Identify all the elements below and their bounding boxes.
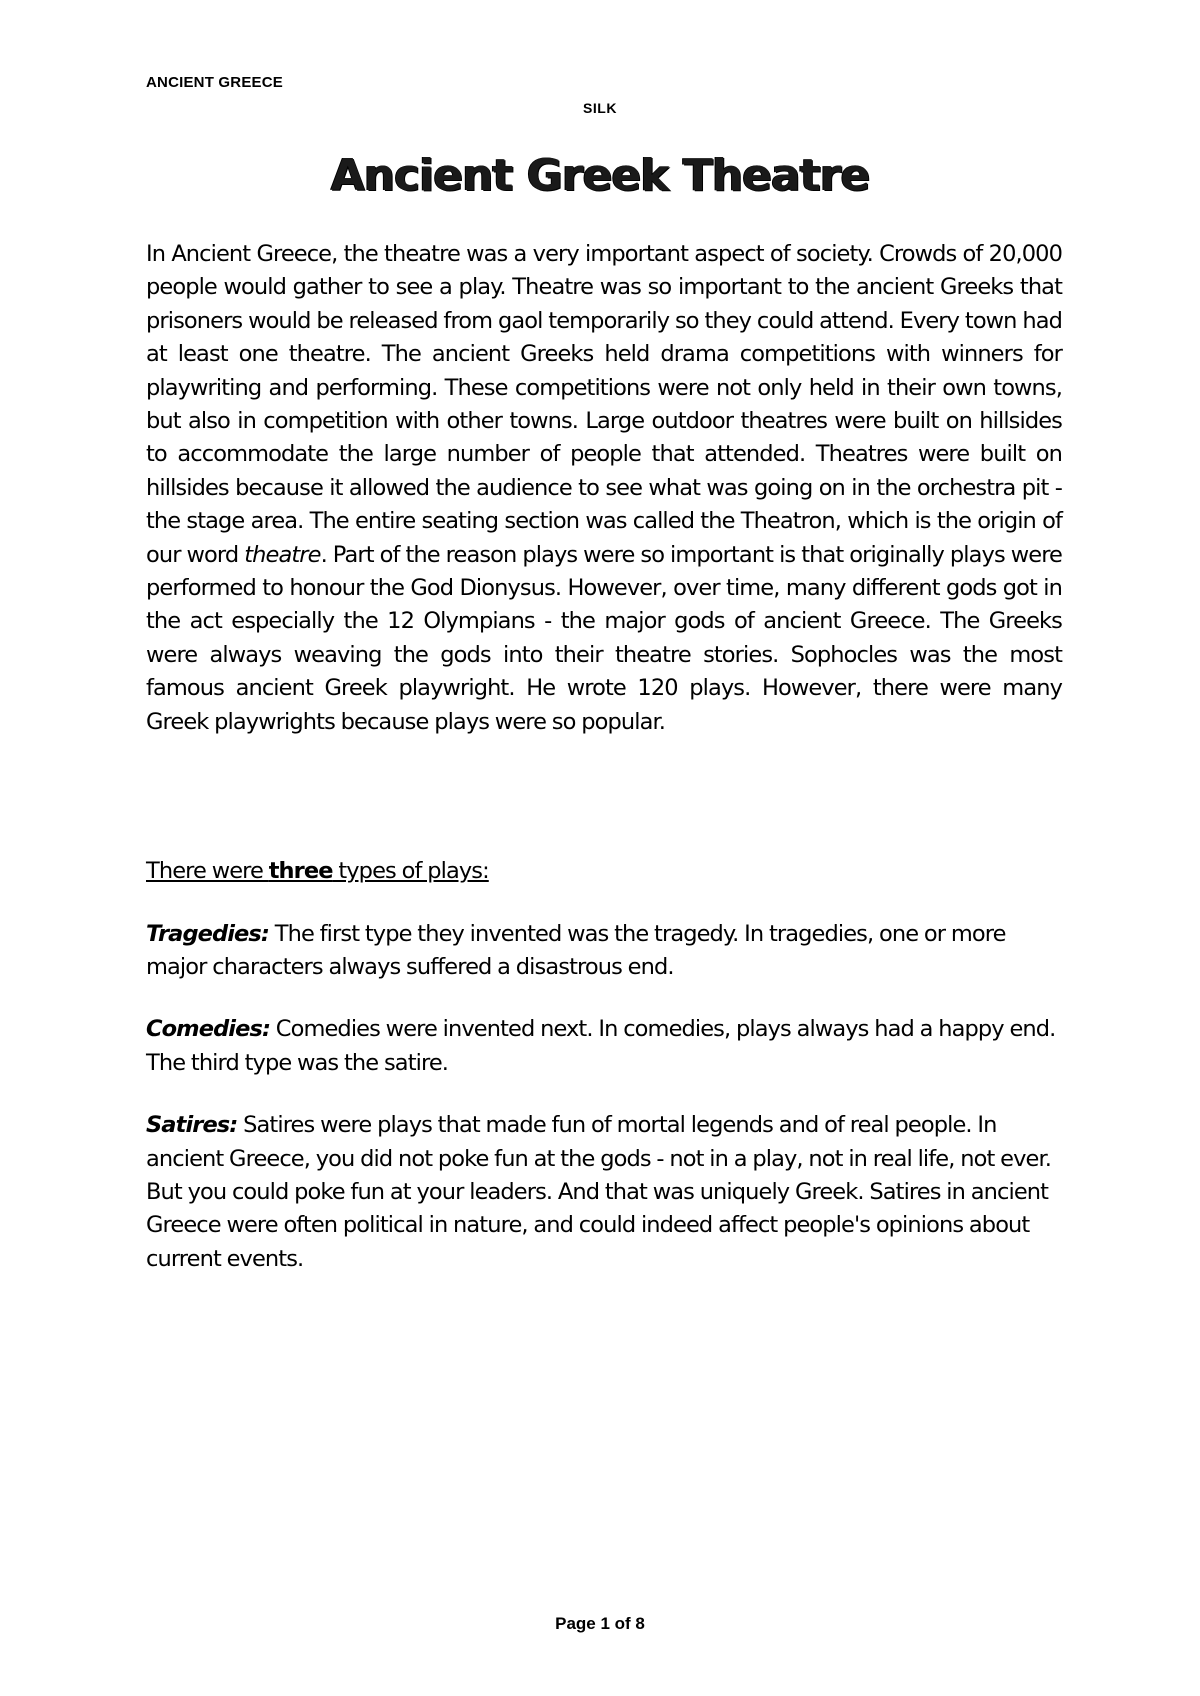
page-title: Ancient Greek Theatre: [330, 150, 870, 201]
type-text-satires: Satires were plays that made fun of mortal legends and of real people. In ancient Greece, you did not poke fun at the gods - not in a play, not in real life, not ever. But you could poke fun at your leaders. And that was uniquely Greek. Satires in ancient Greece were often political in nature, and could indeed affect people's opinions about current events.: [146, 1112, 1051, 1272]
types-heading: [146, 855, 1062, 888]
type-satires: [146, 1109, 1062, 1276]
page-number: Page 1 of 8: [555, 1614, 645, 1633]
header-document-label: ANCIENT GREECE: [146, 74, 283, 91]
type-comedies: [146, 1013, 1062, 1080]
types-heading-end: types of plays:: [332, 858, 489, 885]
type-text-comedies: Comedies were invented next. In comedies, plays always had a happy end. The third type was the satire.: [146, 1016, 1056, 1076]
intro-paragraph: [146, 238, 1062, 739]
type-label-satires: Satires:: [146, 1112, 238, 1139]
types-heading-bold: three: [268, 858, 333, 885]
intro-italic-word: theatre: [244, 541, 321, 568]
types-heading-start: There were: [146, 858, 269, 885]
type-label-tragedies: Tragedies:: [146, 920, 269, 947]
type-tragedies: [146, 918, 1062, 985]
intro-text-start: In Ancient Greece, the theatre was a very important aspect of society. Crowds of 20,000 people would gather to see a play. Theatre was so important to the ancient Greeks that prisoners would be released from gaol temporarily so they could attend. Every town had at least one theatre. The ancient Greeks held drama competitions with winners for playwriting and performing. These competitions were not only held in their own towns, but also in competition with other towns. Large outdoor theatres were built on hillsides to accommodate the large number of people that attended. Theatres were built on hillsides because it allowed the audience to see what was going on in the orchestra pit - the stage area. The entire seating section was called the Theatron, which is the origin of our word: [146, 241, 1062, 568]
document-body: [146, 238, 1062, 1276]
header-author-label: SILK: [583, 100, 617, 116]
type-label-comedies: Comedies:: [146, 1016, 271, 1043]
type-text-tragedies: The first type they invented was the tragedy. In tragedies, one or more major characters always suffered a disastrous end.: [146, 920, 1006, 980]
intro-text-end: . Part of the reason plays were so important is that originally plays were performed to honour the God Dionysus. However, over time, many different gods got in the act especially the 12 Olympians - the major gods of ancient Greece. The Greeks were always weaving the gods into their theatre stories. Sophocles was the most famous ancient Greek playwright. He wrote 120 plays. However, there were many Greek playwrights because plays were so popular.: [146, 541, 1062, 735]
